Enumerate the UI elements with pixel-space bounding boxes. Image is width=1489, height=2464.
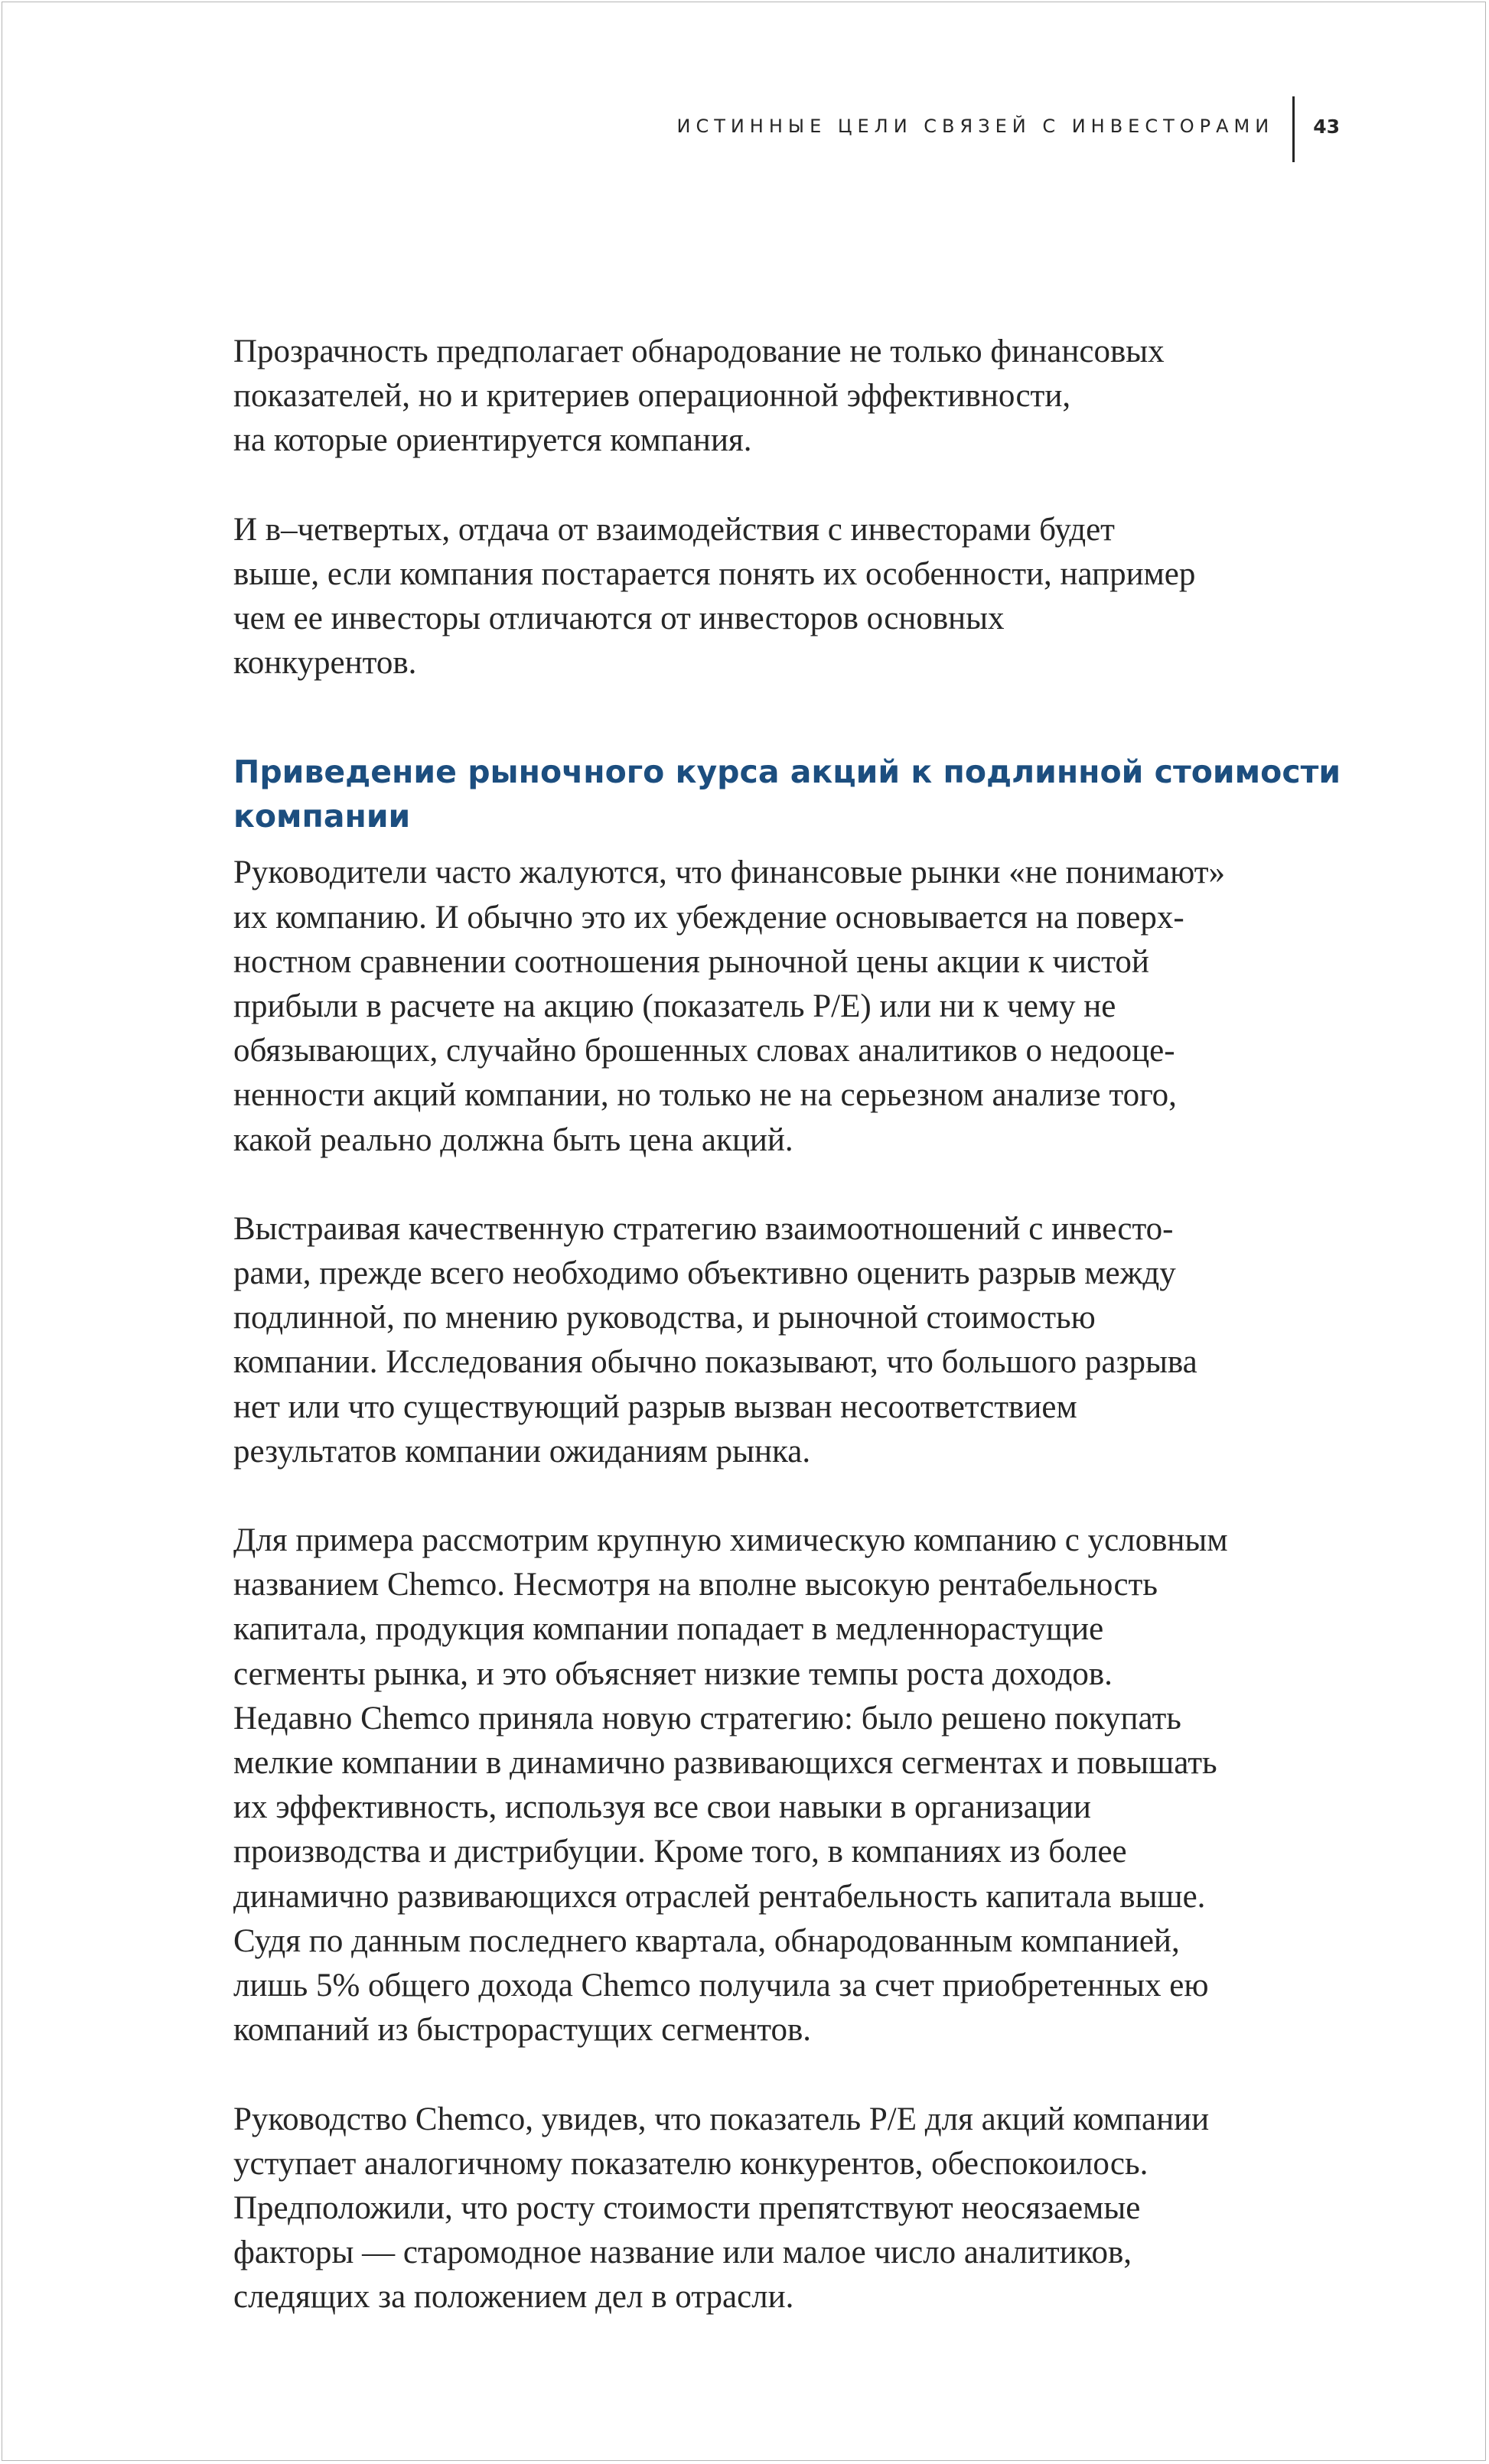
running-header xyxy=(676,109,1340,143)
page-number: 43 xyxy=(1313,115,1340,138)
section-heading xyxy=(233,750,1341,838)
text-line: компаний из быстрорастущих сегментов. xyxy=(233,2012,812,2049)
paragraph xyxy=(233,330,1335,464)
body-text xyxy=(233,330,1341,2320)
text-line: на которые ориентируется компания. xyxy=(233,422,752,459)
text-line: ностном сравнении соотношения рыночной цены акции к чистой xyxy=(233,943,1149,980)
text-line: показателей, но и критериев операционной эффективности, xyxy=(233,378,1071,415)
paragraph xyxy=(233,1207,1335,1474)
book-page xyxy=(2,2,1486,2461)
text-line: следящих за положением дел в отрасли. xyxy=(233,2279,794,2316)
text-line: Для примера рассмотрим крупную химическую компанию с условным xyxy=(233,1522,1228,1559)
text-line: И в–четвертых, отдача от взаимодействия с инвесторами будет xyxy=(233,511,1115,548)
text-line: динамично развивающихся отраслей рентабельность капитала выше. xyxy=(233,1878,1206,1915)
text-line: Выстраивая качественную стратегию взаимоотношений с инвесто- xyxy=(233,1210,1174,1247)
text-line: Недавно Chemco приняла новую стратегию: было решено покупать xyxy=(233,1700,1181,1737)
text-line: обязывающих, случайно брошенных словах аналитиков о недооце- xyxy=(233,1033,1175,1069)
text-line: уступает аналогичному показателю конкурентов, обеспокоилось. xyxy=(233,2145,1149,2182)
paragraph xyxy=(233,851,1335,1162)
text-line: капитала, продукция компании попадает в медленнорастущие xyxy=(233,1611,1104,1648)
text-line: мелкие компании в динамично развивающихся сегментах и повышать xyxy=(233,1745,1217,1782)
text-line: Судя по данным последнего квартала, обнародованным компанией, xyxy=(233,1922,1180,1959)
text-line: нет или что существующий разрыв вызван несоответствием xyxy=(233,1388,1077,1425)
text-line: рами, прежде всего необходимо объективно оценить разрыв между xyxy=(233,1255,1176,1292)
paragraph xyxy=(233,2098,1335,2320)
text-line: Предположили, что росту стоимости препятствуют неосязаемые xyxy=(233,2189,1141,2226)
text-line: производства и дистрибуции. Кроме того, в компаниях из более xyxy=(233,1834,1127,1870)
text-line: Руководство Chemco, увидев, что показатель P/E для акций компании xyxy=(233,2101,1210,2137)
text-line: ненности акций компании, но только не на серьезном анализе того, xyxy=(233,1077,1177,1114)
text-line: прибыли в расчете на акцию (показатель P/E) или ни к чему не xyxy=(233,988,1116,1025)
paragraph xyxy=(233,1518,1335,2052)
text-line: чем ее инвесторы отличаются от инвесторов основных xyxy=(233,601,1005,637)
text-line: Прозрачность предполагает обнародование не только финансовых xyxy=(233,334,1165,369)
running-title: ИСТИННЫЕ ЦЕЛИ СВЯЗЕЙ С ИНВЕСТОРАМИ xyxy=(676,116,1275,137)
text-line: названием Chemco. Несмотря на вполне высокую рентабельность xyxy=(233,1567,1158,1603)
heading-line: Приведение рыночного курса акций к подлинной стоимости xyxy=(233,754,1341,791)
text-line: их эффективность, используя все свои навыки в организации xyxy=(233,1789,1091,1826)
text-line: какой реально должна быть цена акций. xyxy=(233,1121,793,1158)
text-line: результатов компании ожиданиям рынка. xyxy=(233,1433,811,1470)
paragraph xyxy=(233,508,1335,686)
text-line: подлинной, по мнению руководства, и рыночной стоимостью xyxy=(233,1300,1096,1336)
header-divider xyxy=(1292,96,1295,162)
text-line: компании. Исследования обычно показывают, что большого разрыва xyxy=(233,1344,1197,1381)
text-line: факторы — старомодное название или малое число аналитиков, xyxy=(233,2235,1132,2271)
text-line: выше, если компания постарается понять их особенности, например xyxy=(233,555,1196,592)
text-line: их компанию. И обычно это их убеждение основывается на поверх- xyxy=(233,899,1184,936)
heading-line: компании xyxy=(233,798,411,835)
text-line: Руководители часто жалуются, что финансовые рынки «не понимают» xyxy=(233,854,1226,891)
text-line: сегменты рынка, и это объясняет низкие темпы роста доходов. xyxy=(233,1655,1113,1692)
text-line: конкурентов. xyxy=(233,645,417,682)
text-line: лишь 5% общего дохода Chemco получила за счет приобретенных ею xyxy=(233,1968,1209,2004)
